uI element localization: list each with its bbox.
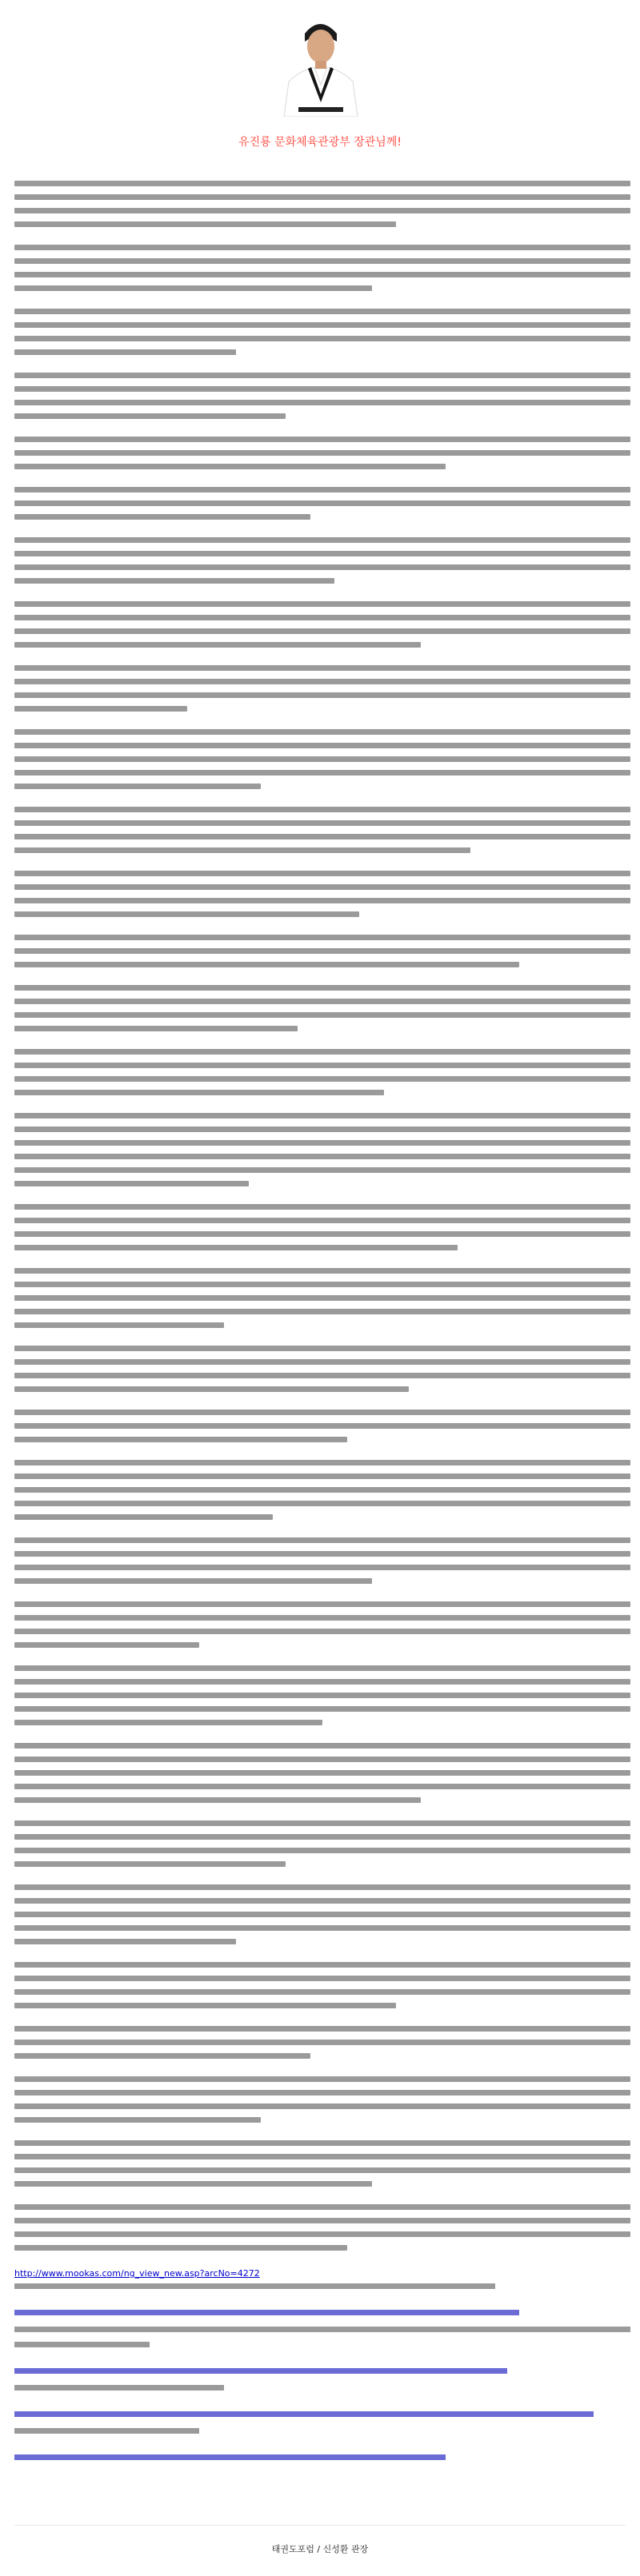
paragraph (14, 1410, 630, 1442)
paragraph (14, 1820, 630, 1867)
paragraph (14, 665, 630, 712)
source-link[interactable]: http://www.mookas.com/ng_view_new.asp?arcNo=4272 (14, 2268, 260, 2279)
paragraph (14, 245, 630, 291)
source-link[interactable] (14, 2411, 594, 2417)
paragraph (14, 2140, 630, 2187)
link-item (14, 2368, 630, 2391)
paragraph (14, 1268, 630, 1328)
paragraph (14, 1665, 630, 1725)
paragraph (14, 1537, 630, 1584)
paragraph (14, 537, 630, 584)
paragraph (14, 2026, 630, 2059)
paragraph (14, 601, 630, 648)
letter-title: 유진룡 문화체육관광부 장관님께! (238, 136, 402, 149)
paragraph (14, 871, 630, 917)
source-link[interactable] (14, 2368, 507, 2374)
paragraph (14, 1049, 630, 1095)
source-link[interactable] (14, 2310, 519, 2315)
link-item (14, 2454, 630, 2460)
letter-body (14, 181, 630, 2481)
paragraph (14, 1460, 630, 1520)
paragraph (14, 2076, 630, 2123)
paragraph (14, 181, 630, 227)
paragraph (14, 807, 630, 853)
paragraph (14, 487, 630, 520)
paragraph (14, 1113, 630, 1186)
source-link[interactable] (14, 2454, 446, 2460)
paragraph (14, 1962, 630, 2008)
footer-divider (14, 2525, 626, 2526)
link-item (14, 2268, 630, 2289)
paragraph (14, 985, 630, 1031)
paragraph (14, 309, 630, 355)
link-item (14, 2411, 630, 2434)
paragraph (14, 1601, 630, 1648)
paragraph (14, 1204, 630, 1250)
paragraph (14, 1884, 630, 1944)
paragraph (14, 729, 630, 789)
paragraph (14, 373, 630, 419)
author-portrait (276, 5, 364, 117)
footer-signature: 태권도포럼 / 신성환 관장 (271, 2544, 369, 2554)
paragraph (14, 1346, 630, 1392)
paragraph (14, 437, 630, 469)
paragraph (14, 1743, 630, 1803)
paragraph (14, 2204, 630, 2251)
link-item (14, 2310, 630, 2347)
paragraph (14, 935, 630, 967)
